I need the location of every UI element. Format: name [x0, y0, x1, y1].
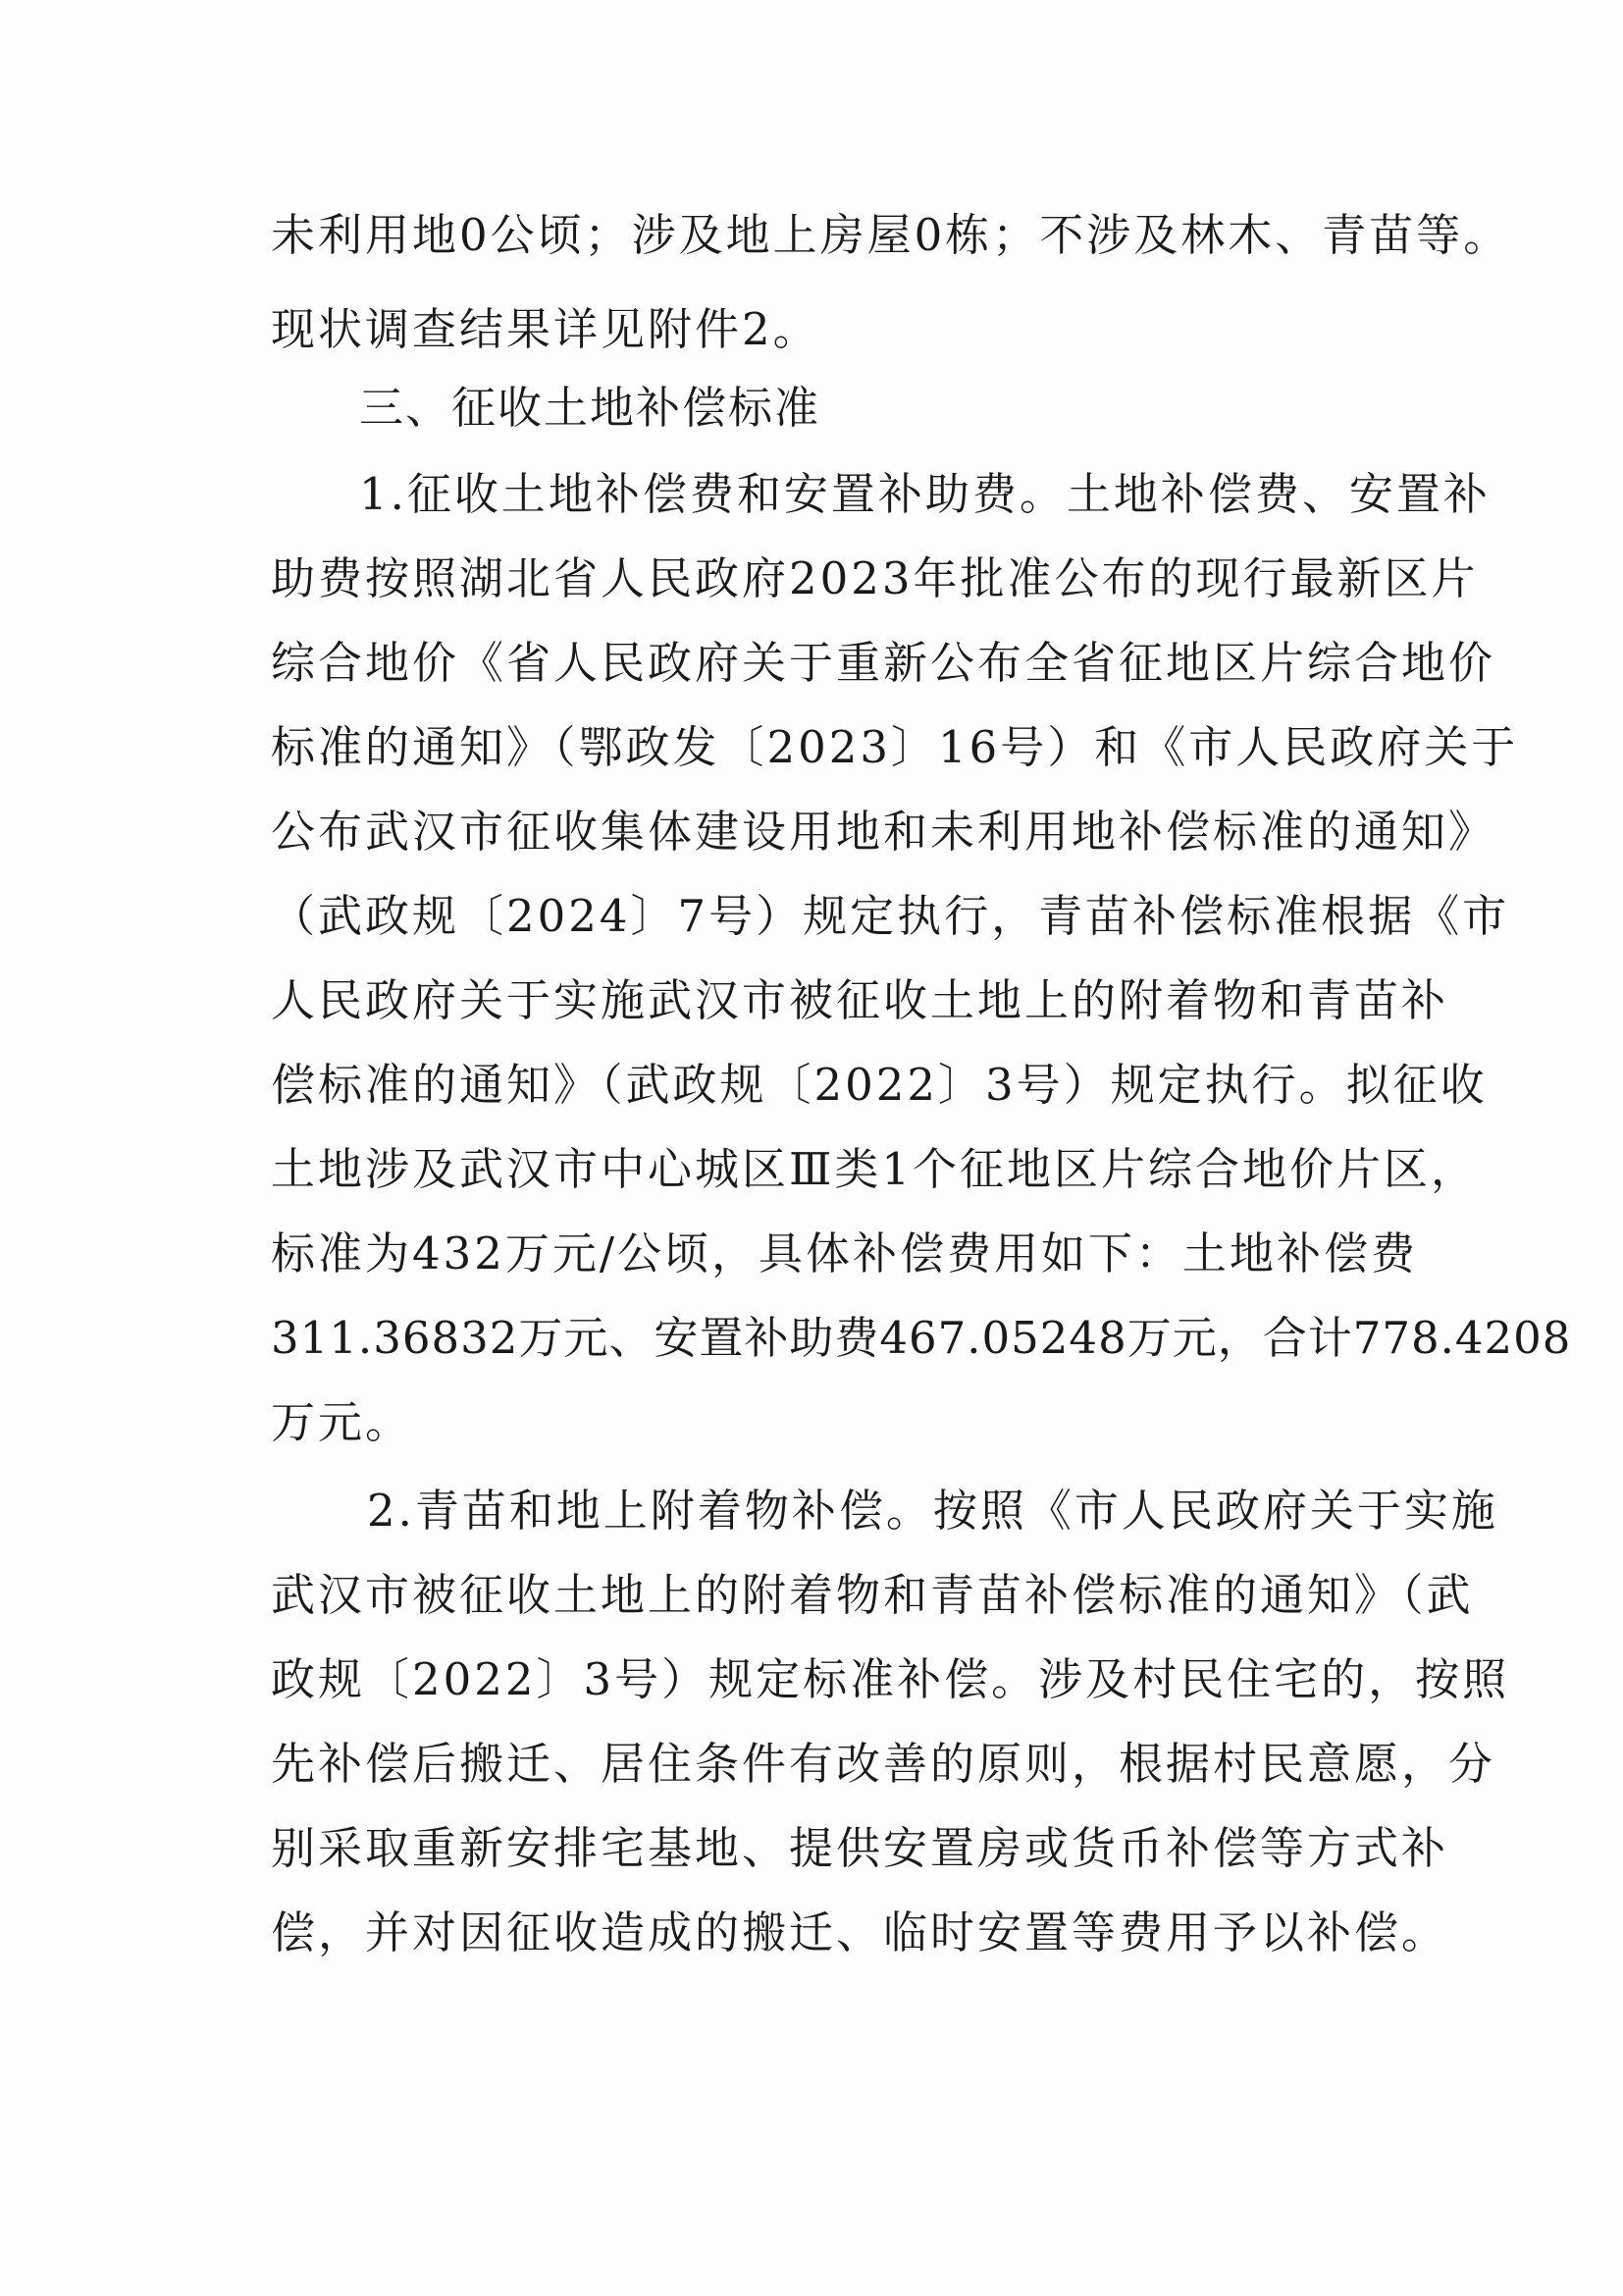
text-line: 标准为432万元/公顷，具体补偿费用如下：土地补偿费 — [271, 1227, 1419, 1279]
text-line: 311.36832万元、安置补助费467.05248万元，合计778.4208 — [271, 1312, 1572, 1364]
text-line: 先补偿后搬迁、居住条件有改善的原则，根据村民意愿，分 — [271, 1738, 1496, 1790]
text-line: 政规〔2022〕3号）规定标准补偿。涉及村民住宅的，按照 — [271, 1653, 1510, 1705]
text-line: 1.征收土地补偿费和安置补助费。土地补偿费、安置补 — [359, 468, 1491, 520]
text-line: 人民政府关于实施武汉市被征收土地上的附着物和青苗补 — [271, 974, 1449, 1026]
text-line: 现状调查结果详见附件2。 — [271, 303, 820, 355]
text-line: 土地涉及武汉市中心城区Ⅲ类1个征地区片综合地价片区， — [271, 1143, 1479, 1195]
text-line: 公布武汉市征收集体建设用地和未利用地补偿标准的通知》 — [271, 806, 1496, 858]
text-line: 武汉市被征收土地上的附着物和青苗补偿标准的通知》（武 — [271, 1569, 1474, 1621]
text-line: 别采取重新安排宅基地、提供安置房或货币补偿等方式补 — [271, 1822, 1449, 1874]
section-heading: 三、征收土地补偿标准 — [359, 382, 821, 434]
text-line: 未利用地0公顷；涉及地上房屋0栋；不涉及林木、青苗等。 — [271, 209, 1511, 261]
text-line: 助费按照湖北省人民政府2023年批准公布的现行最新区片 — [271, 552, 1479, 604]
text-line: （武政规〔2024〕7号）规定执行，青苗补偿标准根据《市 — [271, 890, 1510, 942]
text-line: 综合地价《省人民政府关于重新公布全省征地区片综合地价 — [271, 637, 1496, 689]
text-line: 万元。 — [271, 1396, 413, 1448]
text-line: 2.青苗和地上附着物补偿。按照《市人民政府关于实施 — [367, 1485, 1498, 1537]
text-line: 偿标准的通知》（武政规〔2022〕3号）规定执行。拟征收 — [271, 1059, 1488, 1111]
text-line: 偿，并对因征收造成的搬迁、临时安置等费用予以补偿。 — [271, 1906, 1449, 1958]
text-line: 标准的通知》（鄂政发〔2023〕16号）和《市人民政府关于 — [271, 721, 1519, 773]
